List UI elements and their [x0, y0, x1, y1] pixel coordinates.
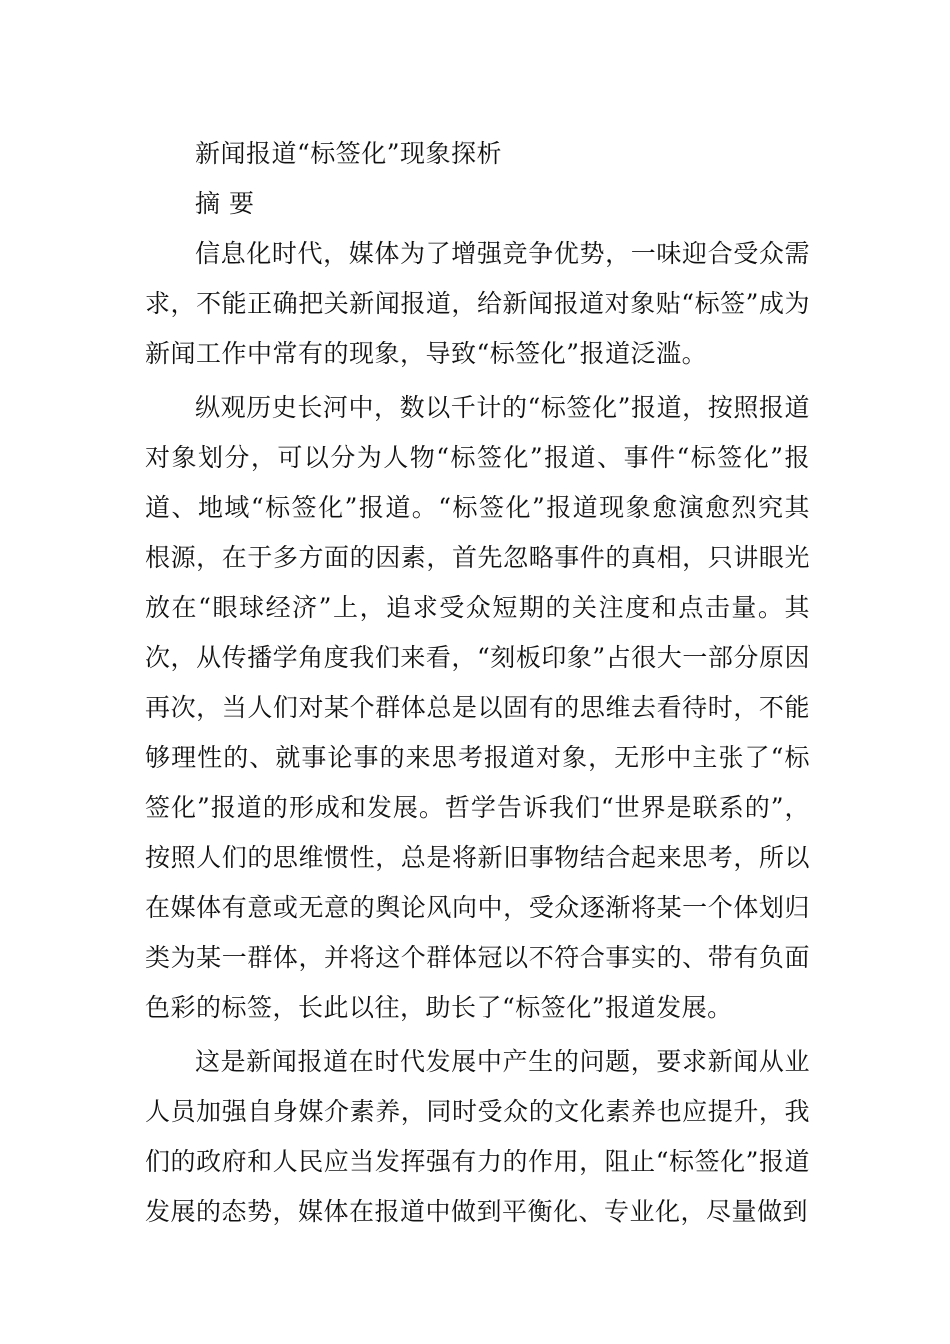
abstract-heading: 摘 要	[195, 189, 255, 218]
abstract-paragraph-1: 信息化时代，媒体为了增强竞争优势，一味迎合受众需求，不能正确把关新闻报道，给新闻报道对象贴“标签”成为新闻工作中常有的现象，导致“标签化”报道泛滥。	[145, 239, 810, 368]
abstract-paragraph-3: 这是新闻报道在时代发展中产生的问题，要求新闻从业人员加强自身媒介素养，同时受众的文化素养也应提升，我们的政府和人民应当发挥强有力的作用，阻止“标签化”报道发展的态势，媒体在报道中做到平衡化、专业化，尽量做到	[145, 1047, 810, 1226]
abstract-paragraph-2: 纵观历史长河中，数以千计的“标签化”报道，按照报道对象划分，可以分为人物“标签化”报道、事件“标签化”报道、地域“标签化”报道。“标签化”报道现象愈演愈烈究其根源，在于多方面的因素，首先忽略事件的真相，只讲眼光放在“眼球经济”上，追求受众短期的关注度和点击量。其次，从传播学角度我们来看，“刻板印象”占很大一部分原因再次，当人们对某个群体总是以固有的思维去看待时，不能够理性的、就事论事的来思考报道对象，无形中主张了“标签化”报道的形成和发展。哲学告诉我们“世界是联系的”，按照人们的思维惯性，总是将新旧事物结合起来思考，所以在媒体有意或无意的舆论风向中，受众逐渐将某一个体划归类为某一群体，并将这个群体冠以不符合事实的、带有负面色彩的标签，长此以往，助长了“标签化”报道发展。	[145, 393, 810, 1022]
document-title: 新闻报道“标签化”现象探析	[195, 139, 503, 168]
document-body	[145, 129, 810, 1237]
